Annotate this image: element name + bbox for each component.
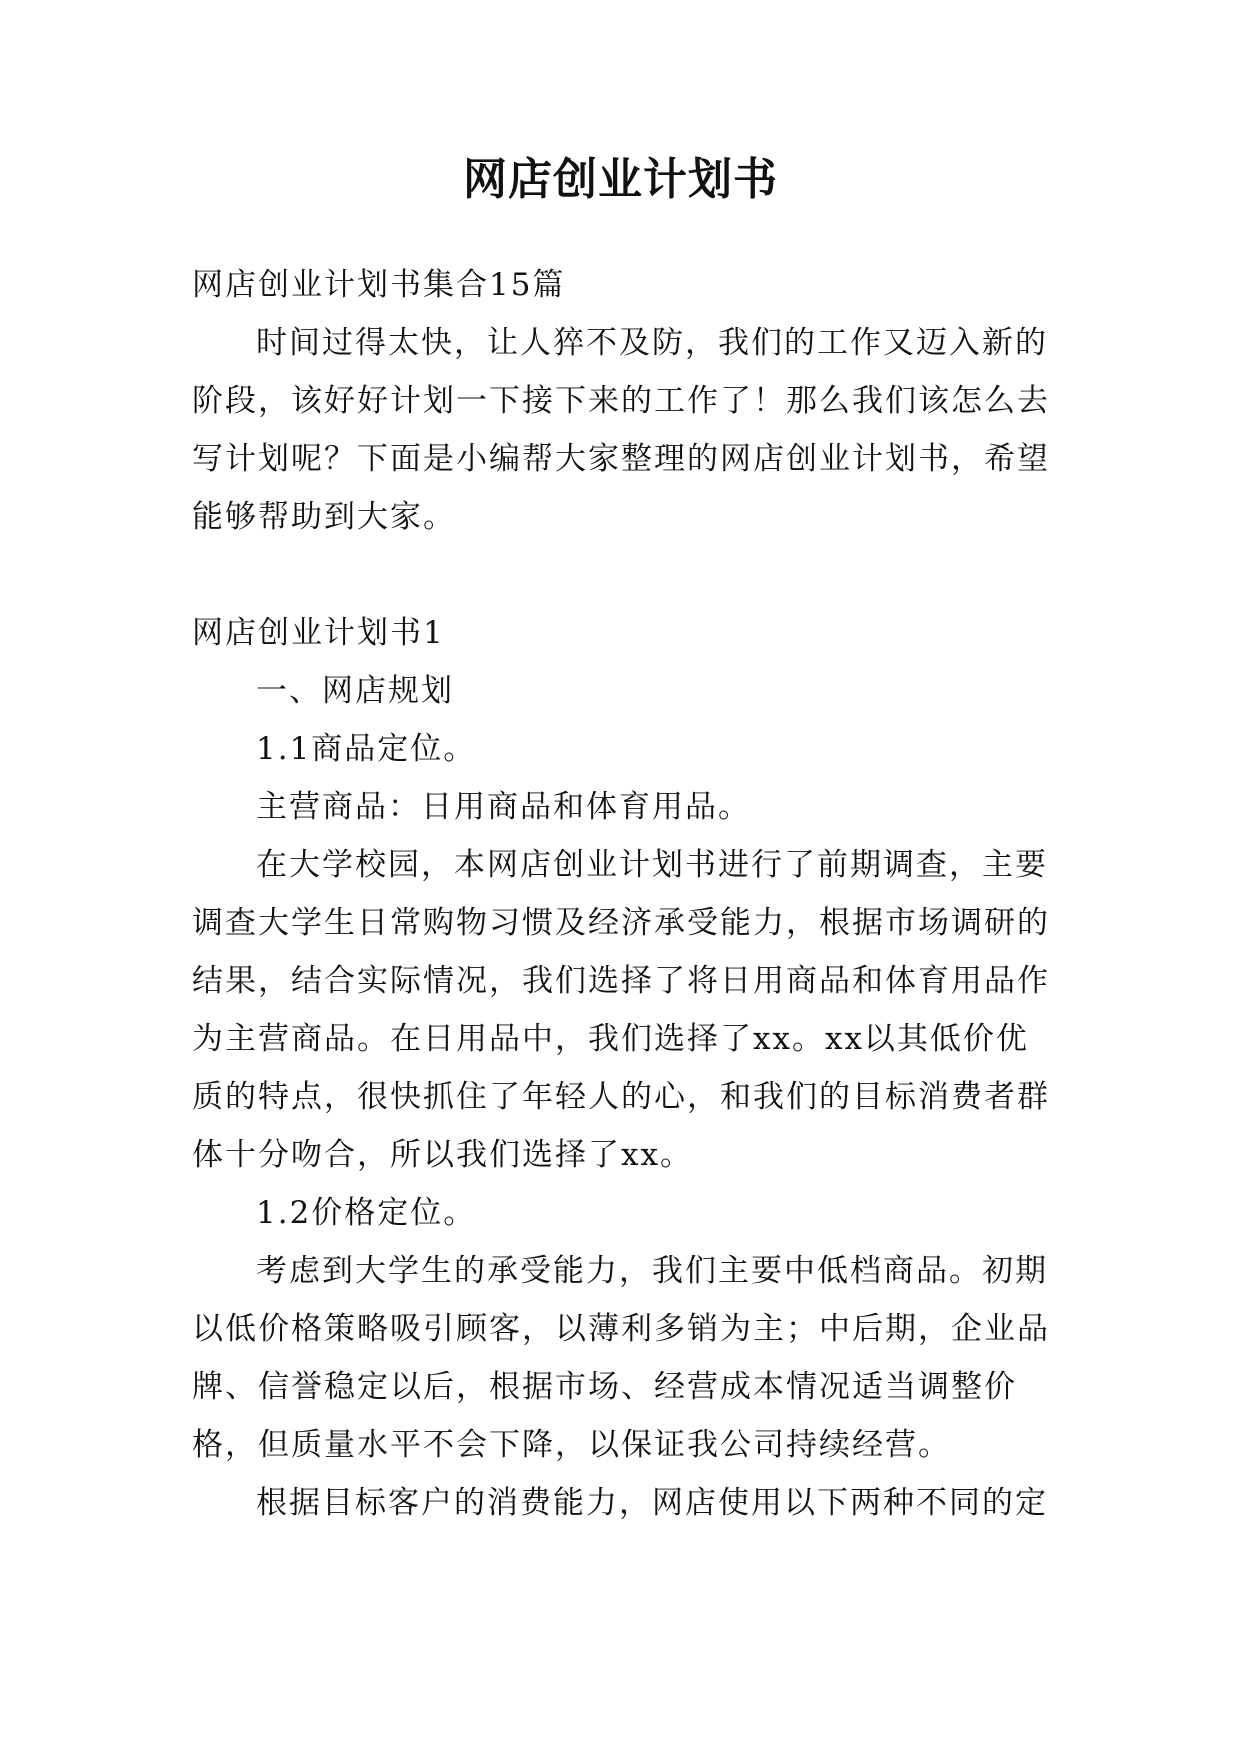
main-products-line: 主营商品：日用商品和体育用品。 bbox=[256, 789, 751, 825]
subsection-heading-product: 1.1商品定位。 bbox=[256, 731, 477, 767]
product-positioning-paragraph: 在大学校园，本网店创业计划书进行了前期调查，主要调查大学生日常购物习惯及经济承受能力，根据市场调研的结果，结合实际情况，我们选择了将日用商品和体育用品作为主营商品。在日用品中，我们选择了xx。xx以其低价优质的特点，很快抓住了年轻人的心，和我们的目标消费者群体十分吻合，所以我们选择了xx。 bbox=[192, 847, 1050, 1173]
price-strategy-paragraph: 根据目标客户的消费能力，网店使用以下两种不同的定 bbox=[256, 1485, 1048, 1521]
document-body bbox=[192, 256, 1054, 1532]
document-title: 网店创业计划书 bbox=[463, 154, 778, 205]
section-heading: 网店创业计划书1 bbox=[192, 615, 445, 651]
intro-paragraph: 时间过得太快，让人猝不及防，我们的工作又迈入新的阶段，该好好计划一下接下来的工作了！那么我们该怎么去写计划呢？下面是小编帮大家整理的网店创业计划书，希望能够帮助到大家。 bbox=[192, 325, 1050, 535]
part-heading: 一、网店规划 bbox=[256, 673, 454, 709]
price-positioning-paragraph: 考虑到大学生的承受能力，我们主要中低档商品。初期以低价格策略吸引顾客，以薄利多销为主；中后期，企业品牌、信誉稳定以后，根据市场、经营成本情况适当调整价格，但质量水平不会下降，以保证我公司持续经营。 bbox=[192, 1253, 1050, 1463]
subsection-heading-price: 1.2价格定位。 bbox=[256, 1195, 477, 1231]
collection-subtitle: 网店创业计划书集合15篇 bbox=[192, 267, 566, 303]
paragraph-gap bbox=[192, 546, 1054, 604]
